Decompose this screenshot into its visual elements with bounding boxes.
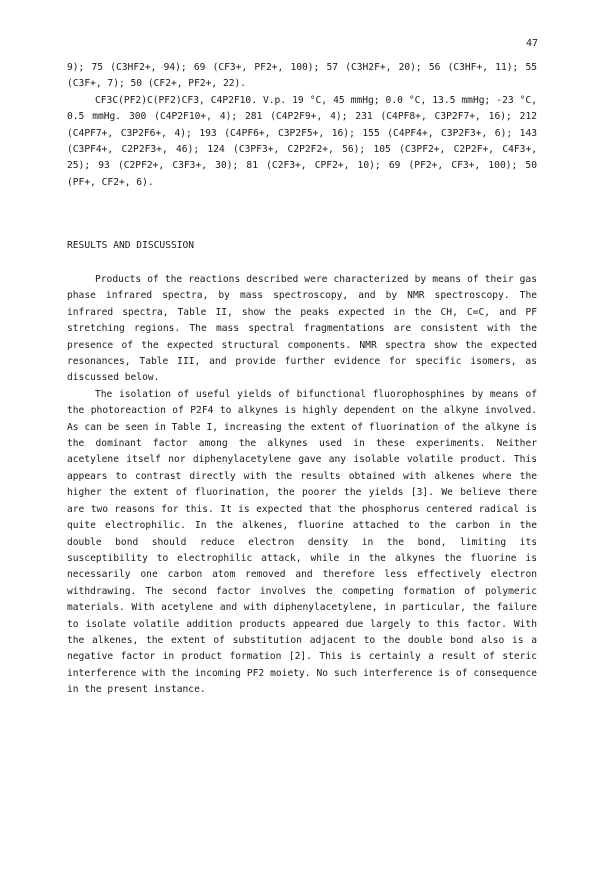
page-number: 47 [525, 38, 538, 49]
ms-continuation: 9); 75 (C3HF2+, 94); 69 (CF3+, PF2+, 100); 57 (C3H2F+, 20); 56 (C3HF+, 11); 55 (C3F+, 7); 50 (CF2+, PF2+, 22). [67, 62, 537, 90]
paragraph-2: The isolation of useful yields of bifunctional fluorophosphines by means of the photoreaction of P2F4 to alkynes is highly dependent on the alkyne involved. As can be seen in Table I, increasing the extent of fluorination of the alkyne is the dominant factor among the alkynes used in these experiments. Neither acetylene itself nor diphenylacetylene gave any isolable volatile product. This appears to contrast directly with the results obtained with alkenes where the higher the extent of fluorination, the poorer the yields [3]. We believe there are two reasons for this. It is expected that the phosphorus centered radical is quite electrophilic. In the alkenes, fluorine attached to the carbon in the double bond should reduce electron density in the bond, limiting its susceptibility to electrophilic attack, while in the alkynes the fluorine is necessarily one carbon atom removed and therefore less effectively electron withdrawing. The second factor involves the competing formation of polymeric materials. With acetylene and with diphenylacetylene, in particular, the failure to isolate volatile addition products appeared due largely to this factor. With the alkenes, the extent of substitution adjacent to the double bond also is a negative factor in product formation [2]. This is certainly a result of steric interference with the incoming PF2 moiety. No such interference is of consequence in the present instance. [67, 388, 537, 696]
ms-data-block [67, 60, 537, 191]
paragraph-1: Products of the reactions described were characterized by means of their gas phase infrared spectra, by mass spectroscopy, and by NMR spectroscopy. The infrared spectra, Table II, show the peaks expected in the CH, C=C, and PF stretching regions. The mass spectral fragmentations are consistent with the presence of the expected structural components. NMR spectra show the expected resonances, Table III, and provide further evidence for specific isomers, as discussed below. [67, 274, 537, 384]
discussion-body [67, 272, 537, 699]
compound-entry: CF3C(PF2)C(PF2)CF3, C4P2F10. V.p. 19 °C, 45 mmHg; 0.0 °C, 13.5 mmHg; -23 °C, 0.5 mmHg. 300 (C4P2F10+, 4); 281 (C4P2F9+, 4); 231 (C4PF8+, C3P2F7+, 16); 212 (C4PF7+, C3P2F6+, 4); 193 (C4PF6+, C3P2F5+, 16); 155 (C4PF4+, C3P2F3+, 6); 143 (C3PF4+, C2P2F3+, 46); 124 (C3PF3+, C2P2F2+, 56); 105 (C3PF2+, C2P2F+, C4F3+, 25); 93 (C2PF2+, C3F3+, 30); 81 (C2F3+, CPF2+, 10); 69 (PF2+, CF3+, 100); 50 (PF+, CF2+, 6). [67, 94, 537, 188]
section-heading: RESULTS AND DISCUSSION [67, 240, 195, 251]
